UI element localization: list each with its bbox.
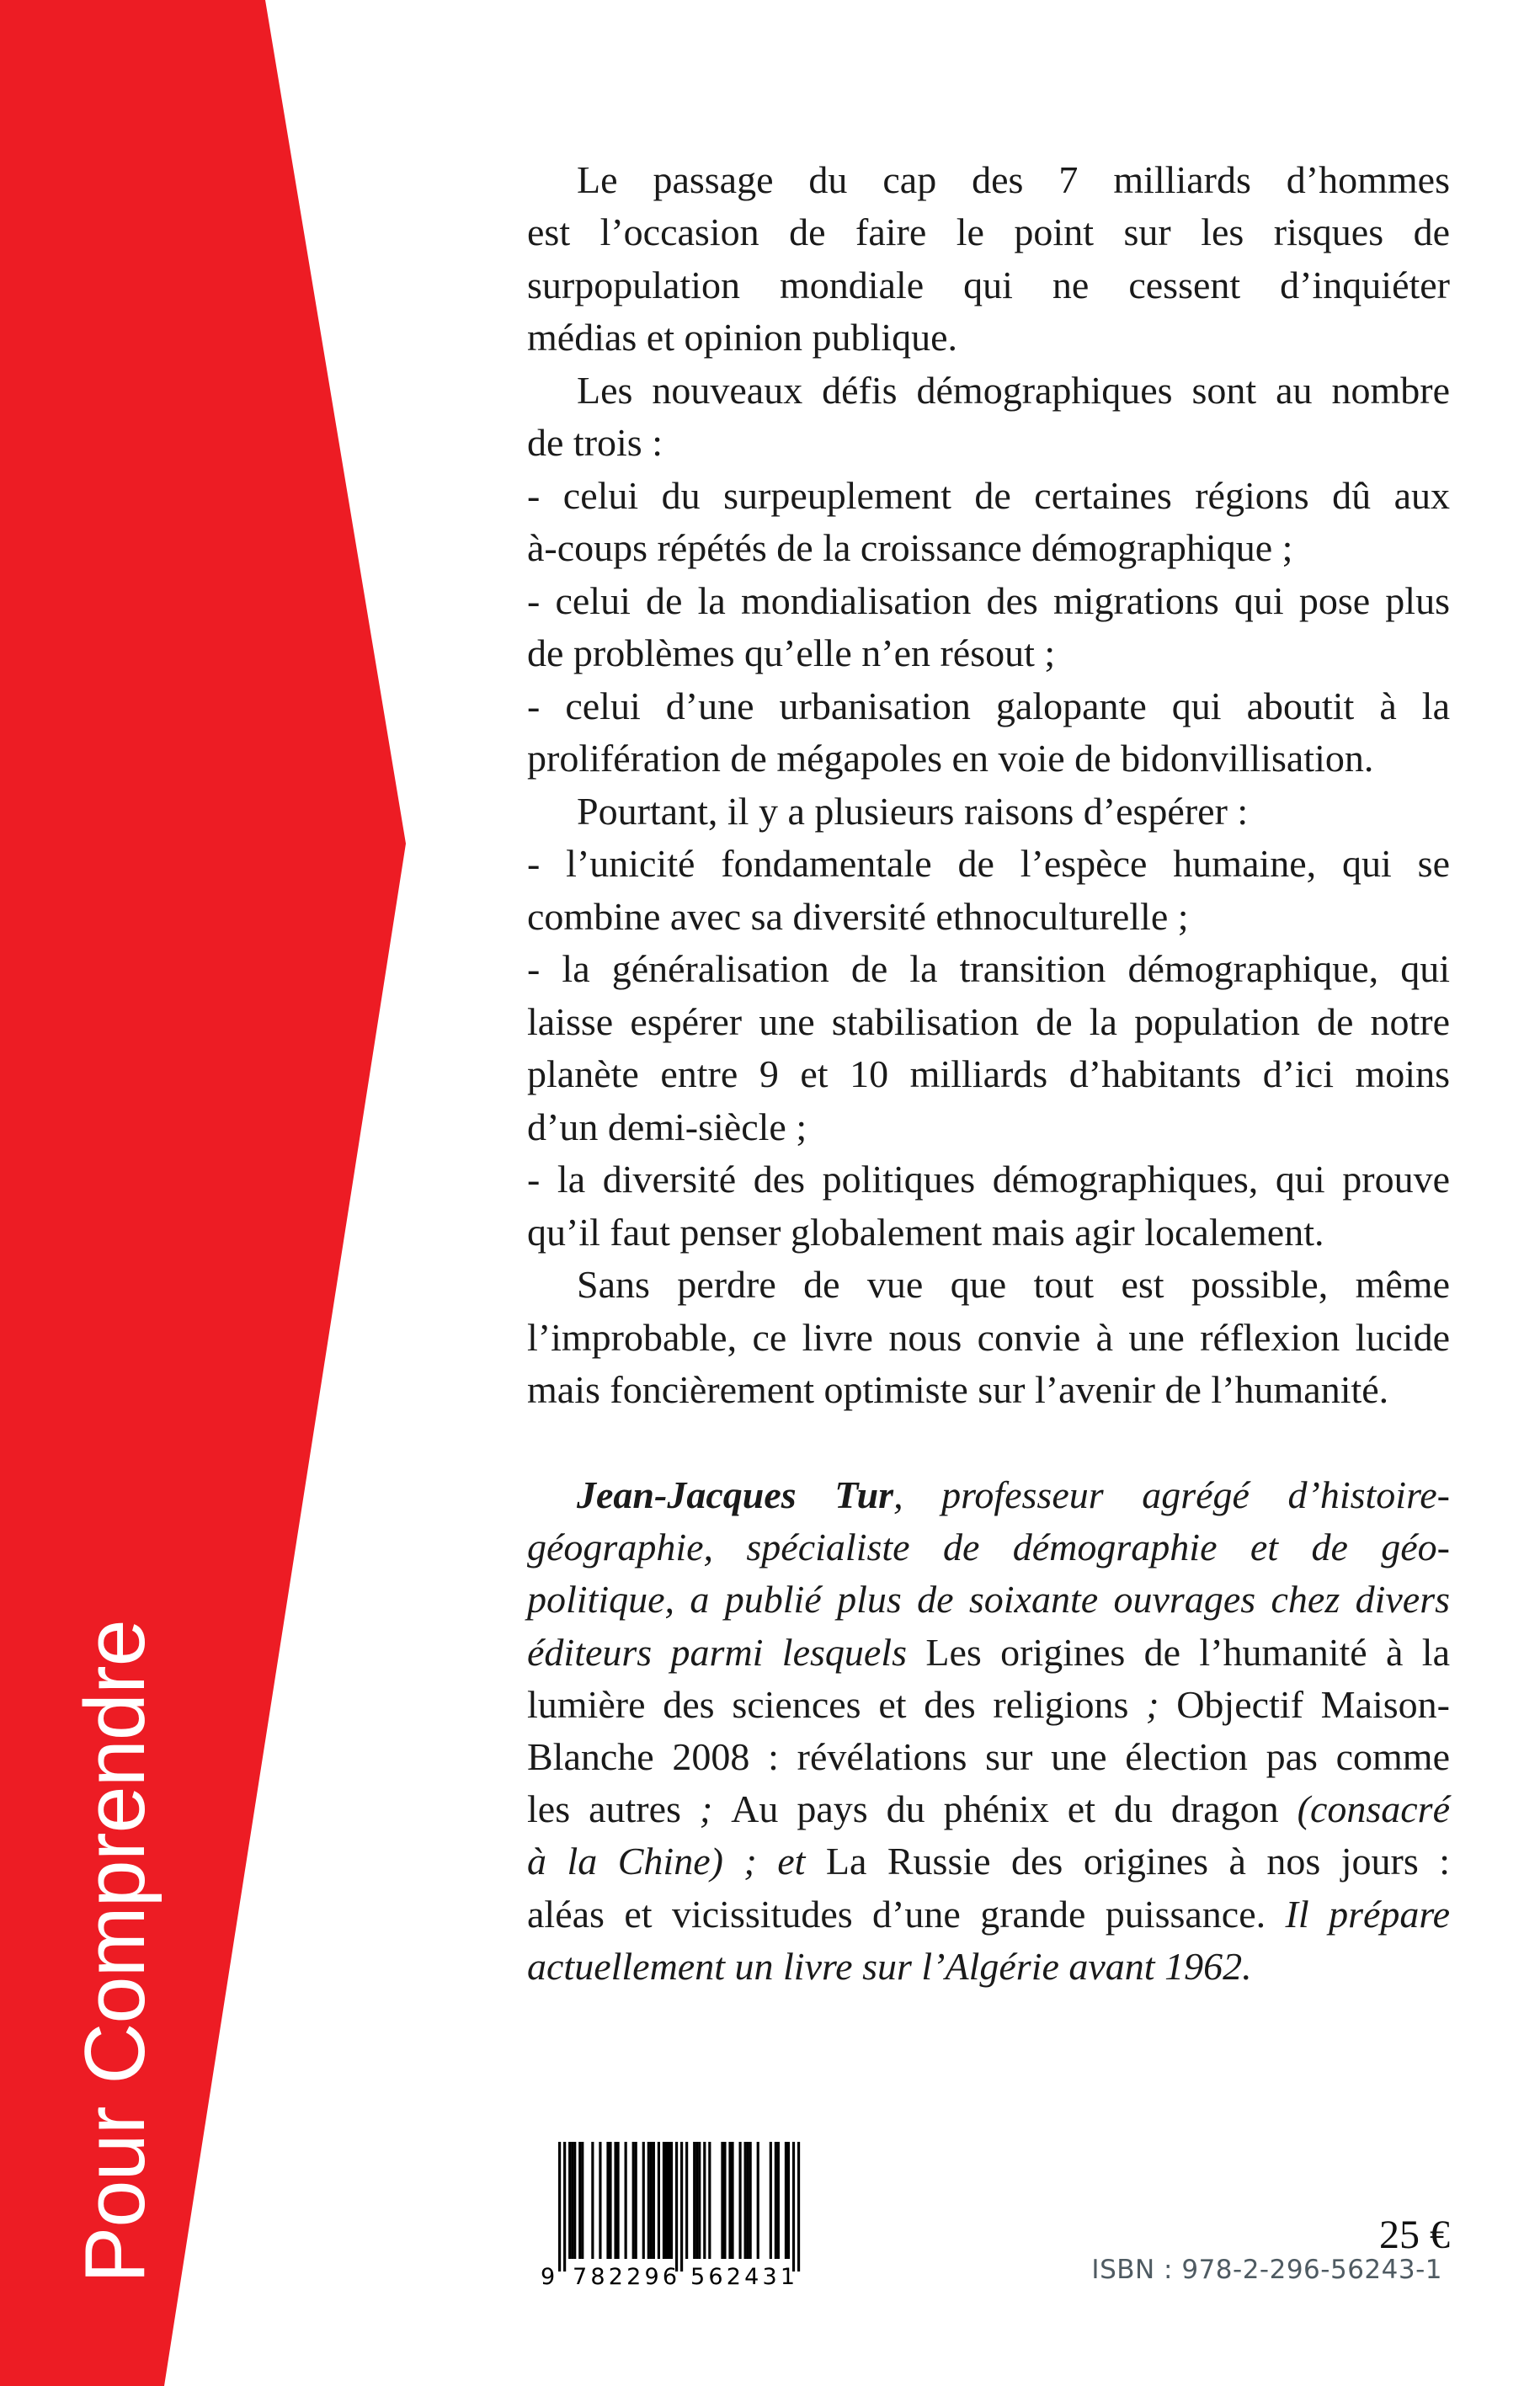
blurb-line: de problèmes qu’elle n’en résout ; [527, 631, 1056, 675]
barcode-bar [632, 2142, 635, 2259]
barcode-bar [723, 2142, 726, 2259]
blurb-line: à-coups répétés de la croissance démographique ; [527, 526, 1293, 570]
blurb-line: prolifération de mégapoles en voie de bidonvillisation. [527, 737, 1374, 780]
blurb-line: surpopulation mondiale qui ne cessent d’inquiéter [527, 263, 1450, 306]
bio-text: (consacré [1297, 1787, 1450, 1831]
barcode-bar [663, 2142, 665, 2259]
barcode-bar [785, 2142, 787, 2259]
book-title: Blanche 2008 : révélations sur une élection pas comme [527, 1735, 1450, 1778]
blurb-line: combine avec sa diversité ethnoculturelle ; [527, 894, 1189, 938]
barcode-bar [568, 2142, 571, 2259]
blurb-line: planète entre 9 et 10 milliards d’habitants d’ici moins [527, 1052, 1450, 1096]
barcode-bar [703, 2142, 706, 2259]
barcode-bar [728, 2142, 731, 2259]
price-label: 25 € [1379, 2213, 1450, 2257]
bio-text: ; [1128, 1682, 1177, 1726]
barcode-bar [642, 2142, 645, 2259]
bio-text: à la Chine) ; et [527, 1840, 826, 1883]
author-name: Jean-Jacques Tur [577, 1473, 894, 1516]
barcode-bar [738, 2142, 741, 2259]
blurb-line: laisse espérer une stabilisation de la population de notre [527, 999, 1450, 1043]
blurb-line: l’improbable, ce livre nous convie à une réflexion lucide [527, 1315, 1450, 1359]
barcode-digits-left: 782296 [573, 2264, 681, 2290]
barcode-bar [685, 2142, 688, 2259]
barcode-bar [614, 2142, 616, 2259]
book-title: les autres [527, 1787, 681, 1831]
barcode-bar [787, 2142, 790, 2259]
blurb-line: Les nouveaux défis démographiques sont au nombre [577, 368, 1450, 412]
red-band-shape [0, 0, 406, 2386]
blurb-line: d’un demi-siècle ; [527, 1105, 807, 1148]
barcode-digit-lead: 9 [541, 2264, 559, 2290]
book-title: Objectif Maison- [1176, 1682, 1450, 1726]
bio-text: , professeur agrégé d’histoire- [893, 1473, 1450, 1516]
blurb-line: - celui de la mondialisation des migrations qui pose plus [527, 578, 1450, 622]
bio-text: politique, a publié plus de soixante ouvrages chez divers [527, 1578, 1450, 1622]
barcode-bar [731, 2142, 733, 2259]
bio-text: éditeurs parmi lesquels [527, 1630, 926, 1674]
blurb-line: qu’il faut penser globalement mais agir localement. [527, 1210, 1324, 1254]
barcode-bar [693, 2142, 695, 2259]
barcode-bar [777, 2142, 780, 2259]
bio-text: Il prépare [1285, 1892, 1450, 1936]
bio-line [527, 1627, 1450, 1679]
bio-text: ; [680, 1787, 732, 1831]
bio-line [527, 1521, 1450, 1574]
book-title: lumière des sciences et des religions [527, 1682, 1129, 1726]
barcode-bar [625, 2142, 627, 2259]
blurb-line: Le passage du cap des 7 milliards d’hommes [577, 158, 1450, 201]
blurb-line: mais foncièrement optimiste sur l’avenir de l’humanité. [527, 1368, 1389, 1412]
barcode-bar [665, 2142, 668, 2259]
barcode-bar [675, 2142, 678, 2271]
barcode-bar [616, 2142, 619, 2259]
blurb-line: médias et opinion publique. [527, 316, 958, 359]
bio-line [527, 1679, 1450, 1731]
book-title: aléas et vicissitudes d’une grande puissance. [527, 1892, 1286, 1936]
bio-line [527, 1941, 1450, 1993]
blurb-line: - l’unicité fondamentale de l’espèce humaine, qui se [527, 842, 1450, 886]
blurb-line: Pourtant, il y a plusieurs raisons d’espérer : [577, 789, 1249, 833]
bio-line [527, 1783, 1450, 1835]
bio-line [527, 1835, 1450, 1888]
barcode-bar [749, 2142, 752, 2259]
barcode-bar [563, 2142, 566, 2271]
barcode-bar [658, 2142, 660, 2259]
barcode-bar [747, 2142, 749, 2259]
barcode-bar [558, 2142, 561, 2271]
bio-text: géographie, spécialiste de démographie et de géo- [527, 1526, 1450, 1569]
barcode-bar [670, 2142, 673, 2259]
barcode-bar [578, 2142, 581, 2259]
blurb-line: de trois : [527, 421, 663, 465]
blurb-line: est l’occasion de faire le point sur les risques de [527, 210, 1450, 254]
barcode-bar [653, 2142, 655, 2259]
barcode-bar [708, 2142, 711, 2259]
blurb-line: - la diversité des politiques démographiques, qui prouve [527, 1158, 1450, 1201]
isbn-label: ISBN : 978-2-296-56243-1 [1091, 2255, 1442, 2285]
barcode-bar [744, 2142, 747, 2259]
bio-line [527, 1469, 1450, 1521]
barcode-bar [647, 2142, 650, 2259]
barcode-bar [635, 2142, 637, 2259]
series-label-vertical: Pour Comprendre [68, 1620, 163, 2283]
bio-line [527, 1888, 1450, 1941]
blurb-line: Sans perdre de vue que tout est possible, même [577, 1263, 1450, 1307]
barcode-bar [668, 2142, 670, 2259]
barcode-bar [797, 2142, 800, 2271]
bio-line [527, 1731, 1450, 1783]
bio-text: actuellement un livre sur l’Algérie avant 1962. [527, 1944, 1252, 1988]
barcode-bar [775, 2142, 777, 2259]
book-title: La Russie des origines à nos jours : [825, 1840, 1451, 1883]
barcode-bar [609, 2142, 611, 2259]
barcode-bar [695, 2142, 698, 2259]
barcode-bar [770, 2142, 772, 2259]
barcode-bar [698, 2142, 701, 2259]
barcode-bar [591, 2142, 594, 2259]
barcode-bar [571, 2142, 573, 2259]
book-title: Les origines de l’humanité à la [925, 1630, 1451, 1674]
barcode-bar [606, 2142, 609, 2259]
barcode-digits-right: 562431 [690, 2264, 799, 2290]
barcode-bar [721, 2142, 723, 2259]
barcode-bar [650, 2142, 653, 2259]
blurb-line: - celui du surpeuplement de certaines régions dû aux [527, 473, 1450, 517]
barcode-bar [680, 2142, 683, 2271]
barcode-bar [757, 2142, 759, 2259]
barcode-bar [599, 2142, 601, 2259]
barcode-bar [792, 2142, 795, 2271]
bio-line [527, 1574, 1450, 1626]
blurb-line: - la généralisation de la transition démographique, qui [527, 947, 1450, 991]
blurb-line: - celui d’une urbanisation galopante qui aboutit à la [527, 684, 1450, 727]
barcode-bar [581, 2142, 583, 2259]
book-title: Au pays du phénix et du dragon [731, 1787, 1298, 1831]
barcode-bar [573, 2142, 576, 2259]
